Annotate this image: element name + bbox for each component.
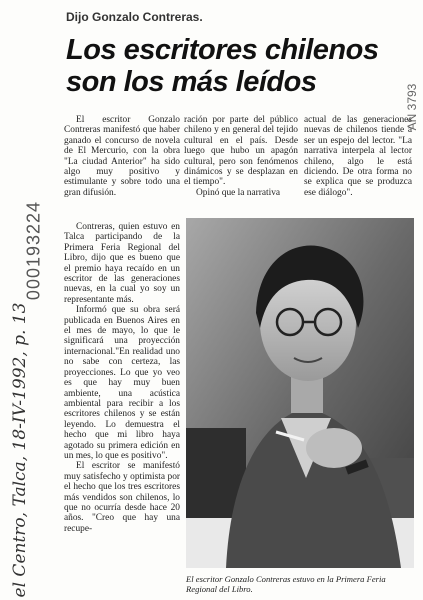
paragraph: Opinó que la narrativa [196, 187, 281, 198]
paragraph: Informó que su obra será publicada en Buenos Aires en el mes de mayo, lo que le significará una proyección internacional."En realidad uno no sabe con certeza, las proyecciones. Lo que yo veo es que hay muy buen ambiente, una acústica ambiental para recibir a los escritores chilenos y se están leyendo. Lo demuestra el hecho que mi libro haya agotado su primera edición en un mes, lo que es positivo". [64, 305, 180, 461]
article-column-3 [304, 115, 412, 198]
article-column-2 [184, 115, 298, 198]
archive-stamp: 000193224 [23, 200, 44, 301]
paragraph: Contreras, quien estuvo en Talca participando de la Primera Feria Regional del Libro, dijo que es bueno que el premio haya recaído en un escritor de las generaciones nuevas, en la cual yo soy un representante más. [64, 222, 180, 305]
paragraph: actual de las generaciones nuevas de chilenos tiende a ser un espejo del lector. "La narrativa interpela al lector chileno, algo le está diciendo. De otra forma no se explica que se produzca ese diálogo". [304, 115, 412, 198]
headline-line-1: Los escritores chilenos [66, 34, 379, 66]
article-column-1-top [64, 115, 180, 198]
handwritten-source-note: el Centro, Talca, 18-IV-1992, p. 13 [10, 302, 30, 598]
author-photo [186, 218, 414, 568]
kicker: Dijo Gonzalo Contreras. [66, 10, 203, 24]
headline [66, 34, 416, 98]
archive-id: AN 3793 [405, 83, 419, 131]
photo-caption: El escritor Gonzalo Contreras estuvo en la Primera Feria Regional del Libro. [186, 574, 386, 594]
headline-line-2: son los más leídos [66, 66, 317, 98]
article-column-1 [64, 222, 180, 534]
paragraph: ración por parte del público chileno y en general del tejido cultural en el país. Desde luego que hubo un apagón cultural, pero son fenómenos dinámicos y se desplazan en el tiempo". [184, 115, 298, 188]
paragraph: El escritor Gonzalo Contreras manifestó que haber ganado el concurso de novela de El Mercurio, con la obra "La ciudad Anterior" ha sido algo muy positivo y estimulante y sobre todo una gran difusión. [64, 115, 180, 198]
paragraph: El escritor se manifestó muy satisfecho y optimista por el hecho que los tres escritores más vendidos son chilenos, lo que no ocurría desde hace 20 años. "Creo que hay una recupe- [64, 461, 180, 534]
